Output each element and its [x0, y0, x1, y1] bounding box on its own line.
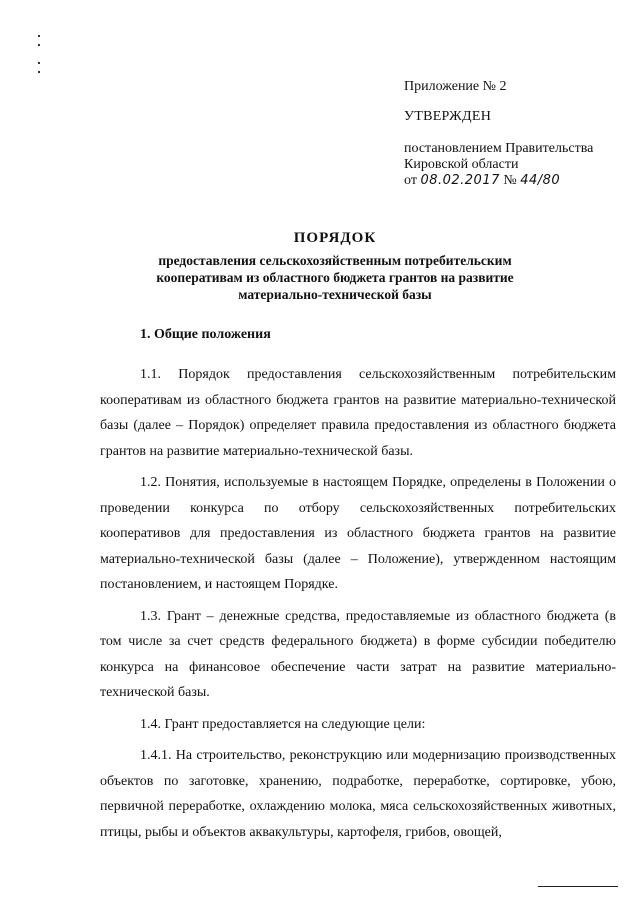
document-body: [100, 362, 616, 851]
handwritten-number: 44/80: [520, 173, 561, 188]
document-title: [130, 230, 540, 303]
paragraph: 1.4. Грант предоставляется на следующие цели:: [140, 716, 426, 732]
paragraph: 1.4.1. На строительство, реконструкцию или модернизацию производственных объектов по заготовке, хранению, подработке, переработке, сортировке, убою, первичной переработке, охлаждению молока, мяса сельскохозяйственных животных, птицы, рыбы и объектов аквакультуры, картофеля, грибов, овощей,: [100, 748, 616, 840]
decree-date-line: [404, 173, 624, 189]
section-heading: 1. Общие положения: [140, 327, 271, 342]
decree-line: Кировской области: [404, 157, 519, 172]
margin-mark: [38, 71, 40, 73]
title-line: материально-технической базы: [238, 287, 432, 302]
title-line: предоставления сельскохозяйственным потребительским: [158, 253, 512, 268]
title-main: ПОРЯДОК: [293, 230, 377, 246]
title-line: кооперативам из областного бюджета грантов на развитие: [156, 270, 514, 285]
appendix-label: Приложение № 2: [404, 79, 507, 94]
footer-rule: [538, 886, 618, 887]
margin-mark: [38, 44, 40, 46]
paragraph: 1.2. Понятия, используемые в настоящем Порядке, определены в Положении о проведении конкурса по отбору сельскохозяйственных потребительских кооперативов для предоставления из областного бюджета грантов на развитие материально-технической базы (далее – Положение), утвержденном настоящим постановлением, и настоящем Порядке.: [100, 475, 616, 592]
paragraph: 1.3. Грант – денежные средства, предоставляемые из областного бюджета (в том числе за счет средств федерального бюджета) в форме субсидии победителю конкурса на финансовое обеспечение части затрат на развитие материально-технической базы.: [100, 608, 616, 700]
approved-stamp: УТВЕРЖДЕН: [404, 109, 492, 124]
decree-line: постановлением Правительства: [404, 141, 594, 156]
approval-block: [404, 79, 624, 189]
margin-mark: [38, 35, 40, 37]
date-prefix: от: [404, 173, 417, 188]
handwritten-date: 08.02.2017: [420, 173, 500, 188]
paragraph: 1.1. Порядок предоставления сельскохозяйственным потребительским кооперативам из областного бюджета грантов на развитие материально-технической базы (далее – Порядок) определяет правила предоставления из областного бюджета грантов на развитие материально-технической базы.: [100, 367, 616, 459]
number-sign: №: [503, 173, 517, 188]
margin-mark: [38, 62, 40, 64]
